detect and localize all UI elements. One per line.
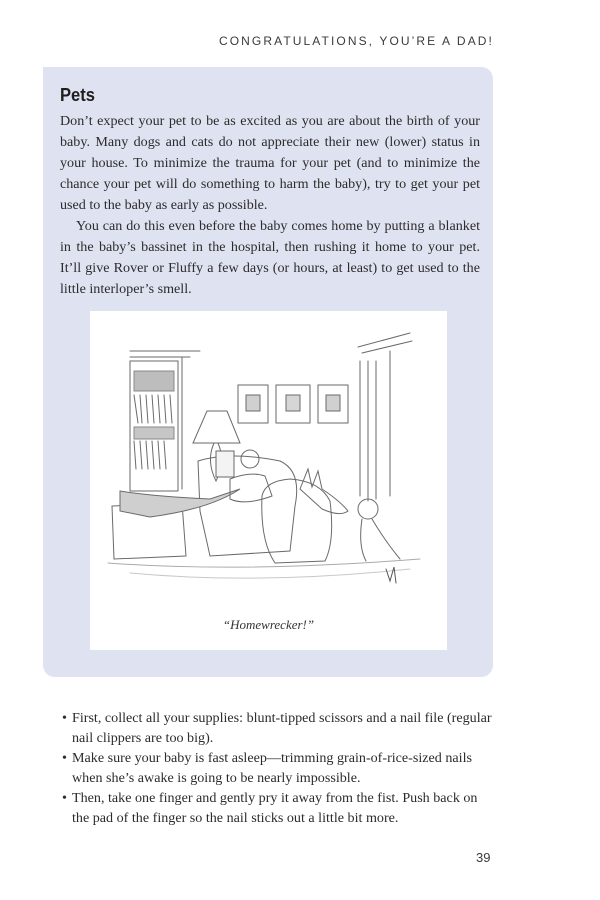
running-head: CONGRATULATIONS, YOU’RE A DAD! bbox=[218, 34, 494, 48]
bullet-icon: • bbox=[62, 750, 67, 766]
list-item bbox=[62, 708, 496, 748]
sidebar-box-pets bbox=[43, 67, 493, 677]
bullet-list bbox=[62, 708, 496, 828]
list-item-text: Then, take one finger and gently pry it away from the fist. Push back on the pad of the finger so the nail sticks out a little bit more. bbox=[72, 790, 478, 826]
list-item bbox=[62, 788, 496, 828]
sidebar-title: Pets bbox=[60, 85, 95, 105]
sidebar-paragraph: You can do this even before the baby comes home by putting a blanket in the baby’s bassinet in the hospital, then rushing it home to your pet. It’ll give Rover or Fluffy a few days (or hours, at least) to get used to the little interloper’s smell. bbox=[60, 218, 480, 297]
cartoon-figure bbox=[90, 311, 447, 650]
list-item-text: Make sure your baby is fast asleep—trimming grain-of-rice-sized nails when she’s awake is going to be nearly impossible. bbox=[72, 750, 472, 786]
cartoon-caption: “Homewrecker!” bbox=[222, 617, 315, 632]
sidebar-paragraph: Don’t expect your pet to be as excited as you are about the birth of your baby. Many dogs and cats do not appreciate their new (lower) status in your house. To minimize the trauma for your pet (and to minimize the chance your pet will do something to harm the baby), try to get your pet used to the baby as early as possible. bbox=[60, 113, 480, 213]
sidebar-body bbox=[60, 111, 480, 300]
list-item-text: First, collect all your supplies: blunt-tipped scissors and a nail file (regular nail clippers are too big). bbox=[72, 710, 492, 746]
list-item bbox=[62, 748, 496, 788]
bullet-icon: • bbox=[62, 790, 67, 806]
cartoon-illustration bbox=[90, 311, 447, 611]
bullet-icon: • bbox=[62, 710, 67, 726]
page-number: 39 bbox=[476, 850, 491, 865]
